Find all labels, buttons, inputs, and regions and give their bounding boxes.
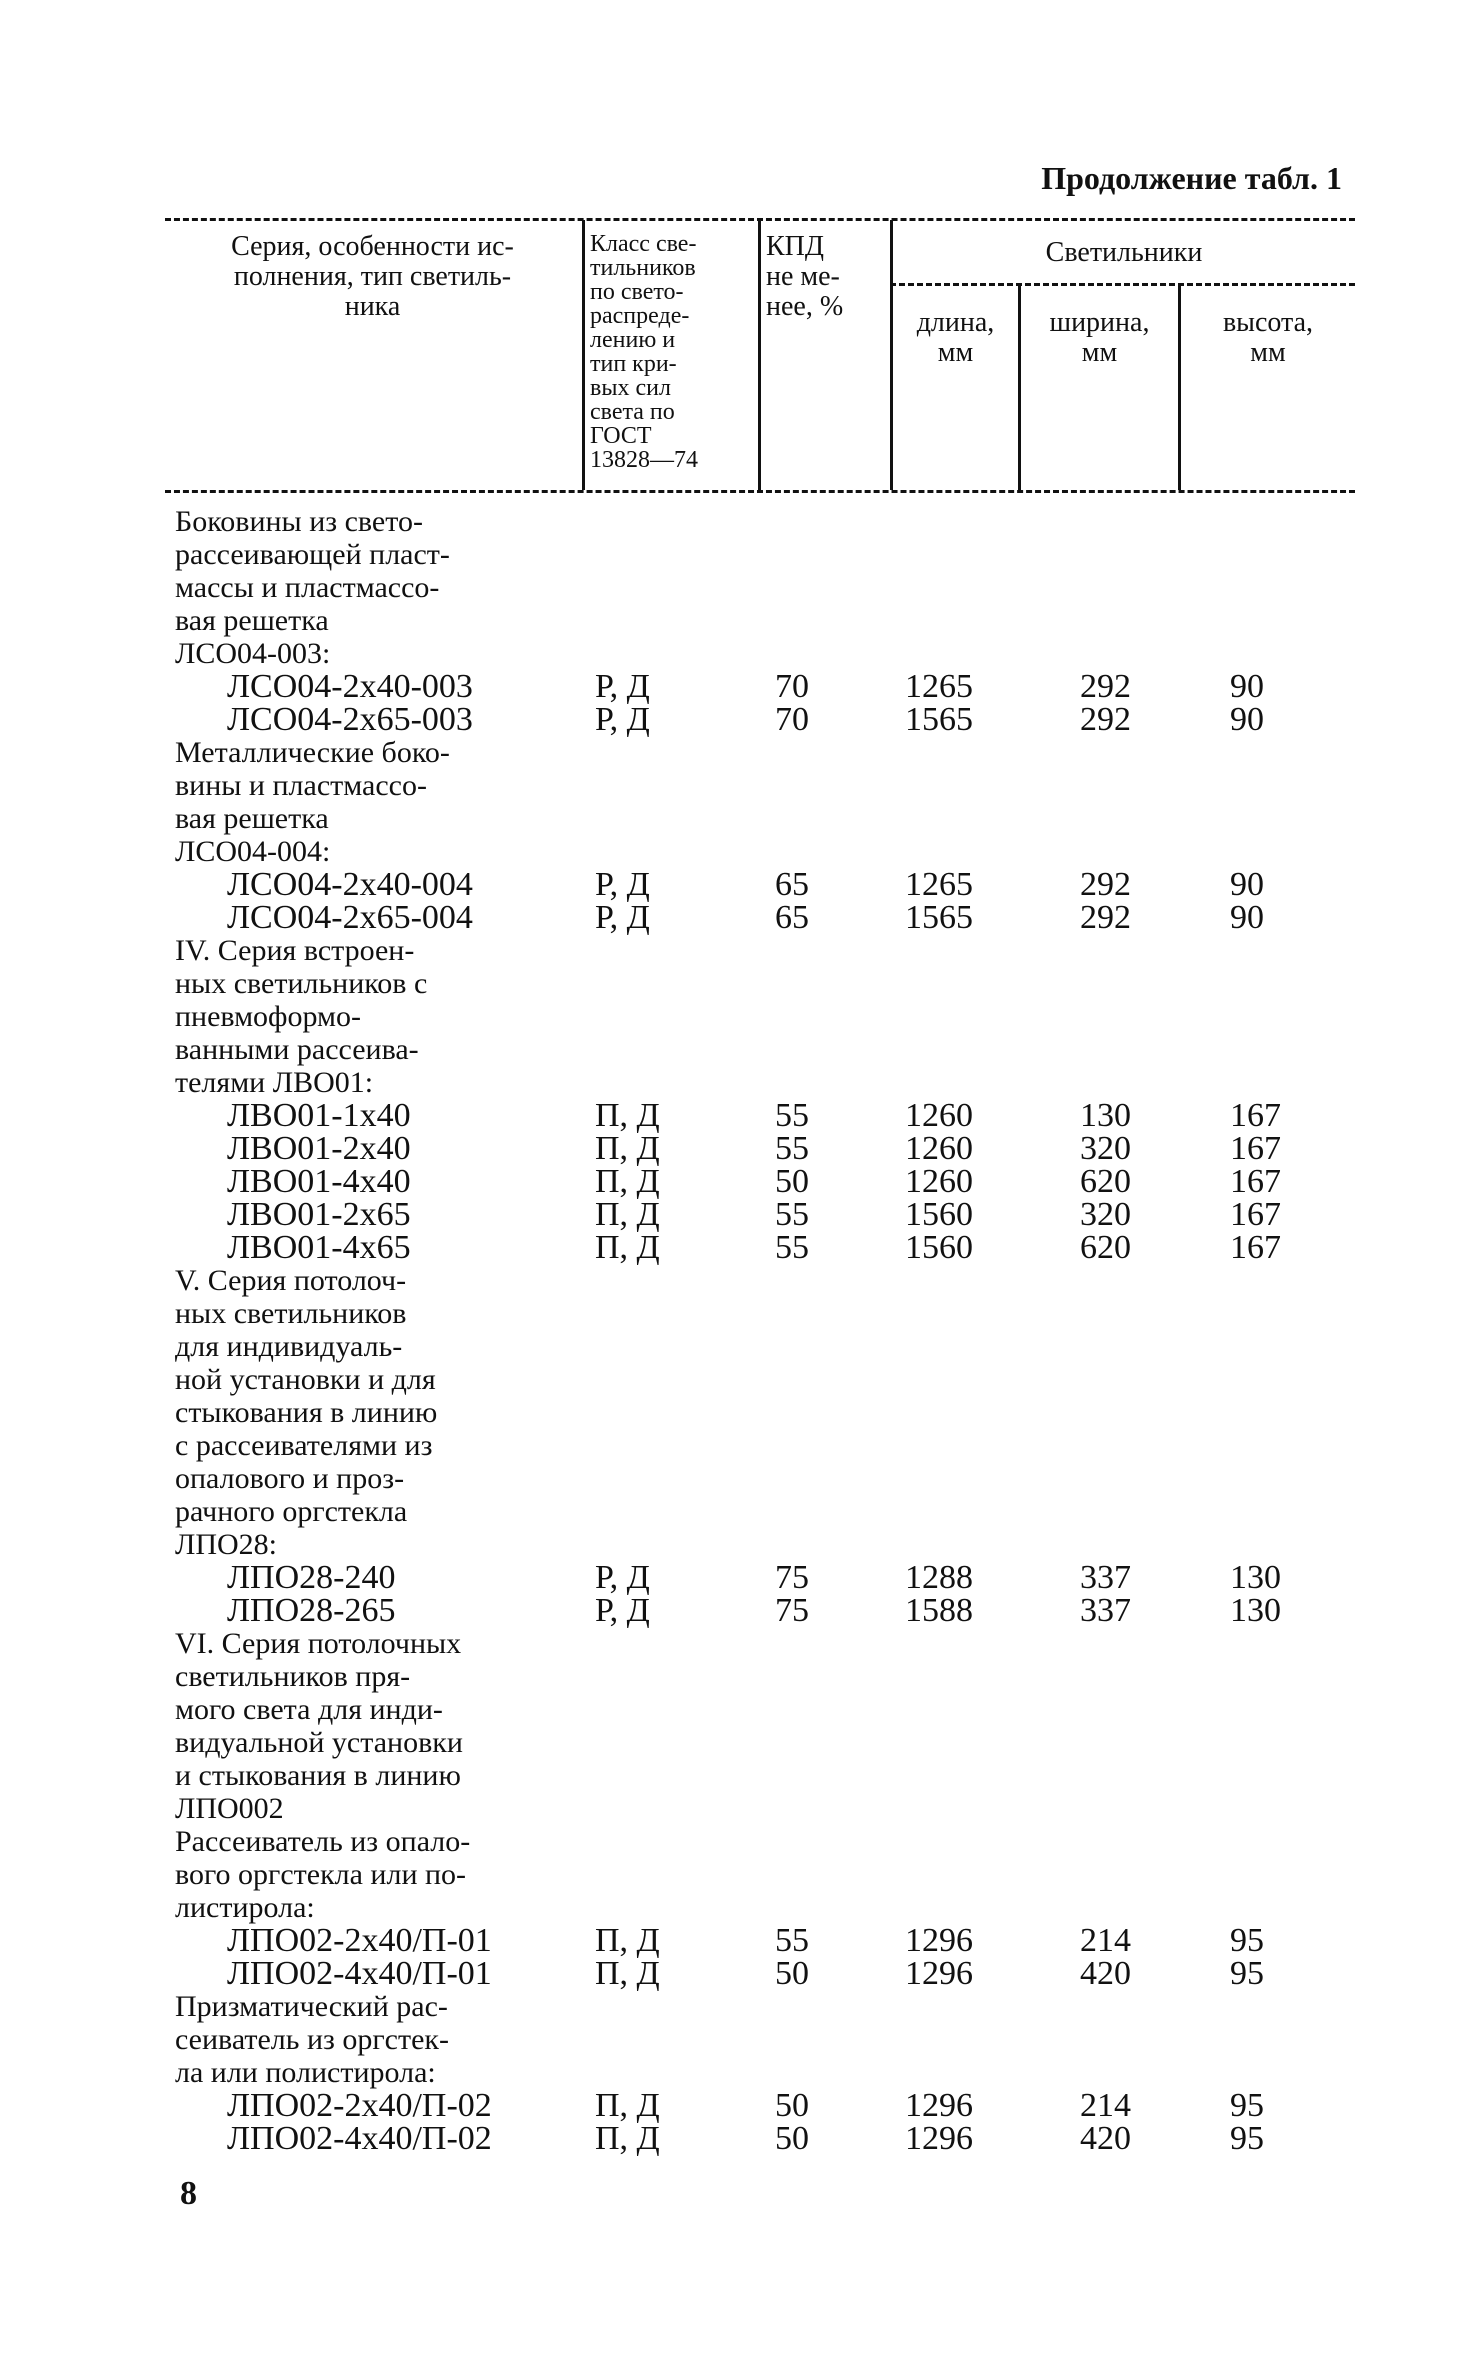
luminaire-type-cell: ЛПО02-2х40/П-02: [227, 2087, 492, 2124]
width-cell: 620: [1080, 1163, 1131, 1200]
header-class: Класс све- тильников по свето- распреде- лению и тип кри- вых сил света по ГОСТ 13828—74: [590, 231, 698, 473]
width-cell: 214: [1080, 2087, 1131, 2124]
group-heading-row: [175, 769, 1355, 802]
group-heading-text: вая решетка: [175, 802, 329, 835]
luminaire-type-cell: ЛПО28-240: [227, 1559, 396, 1596]
group-heading-text: опалового и проз-: [175, 1462, 405, 1495]
group-heading-text: VI. Серия потолочных: [175, 1627, 462, 1660]
group-heading-row: [175, 1627, 1355, 1660]
table-row: [175, 670, 1355, 703]
group-heading-row: [175, 835, 1355, 868]
group-heading-row: [175, 1429, 1355, 1462]
luminaire-type-cell: ЛВО01-2х65: [227, 1196, 411, 1233]
group-heading-text: телями ЛВО01:: [175, 1066, 374, 1099]
length-cell: 1260: [905, 1130, 973, 1167]
table-row: [175, 703, 1355, 736]
header-height: высота, мм: [1222, 307, 1314, 368]
group-heading-text: ЛПО28:: [175, 1528, 278, 1561]
length-cell: 1296: [905, 2087, 973, 2124]
header-subrule: [890, 283, 1355, 286]
kpd-cell: 75: [775, 1559, 809, 1596]
group-heading-row: [175, 934, 1355, 967]
group-heading-text: ЛПО002: [175, 1792, 284, 1825]
class-cell: Р, Д: [595, 866, 650, 903]
height-cell: 95: [1230, 1922, 1264, 1959]
luminaire-type-cell: ЛСО04-2х65-003: [227, 701, 473, 738]
group-heading-row: [175, 1000, 1355, 1033]
group-heading-row: [175, 1891, 1355, 1924]
height-cell: 90: [1230, 668, 1264, 705]
group-heading-text: V. Серия потолоч-: [175, 1264, 407, 1297]
group-heading-row: [175, 1066, 1355, 1099]
group-heading-text: с рассеивателями из: [175, 1429, 433, 1462]
width-cell: 620: [1080, 1229, 1131, 1266]
group-heading-row: [175, 1693, 1355, 1726]
group-heading-row: [175, 538, 1355, 571]
header-width: ширина, мм: [1049, 307, 1150, 368]
length-cell: 1565: [905, 899, 973, 936]
kpd-cell: 70: [775, 701, 809, 738]
height-cell: 95: [1230, 2087, 1264, 2124]
table-row: [175, 1198, 1355, 1231]
kpd-cell: 55: [775, 1922, 809, 1959]
class-cell: П, Д: [595, 1922, 660, 1959]
height-cell: 130: [1230, 1559, 1281, 1596]
group-heading-text: рачного оргстекла: [175, 1495, 408, 1528]
width-cell: 320: [1080, 1130, 1131, 1167]
table-row: [175, 1165, 1355, 1198]
luminaire-type-cell: ЛВО01-4х40: [227, 1163, 411, 1200]
group-heading-text: светильников пря-: [175, 1660, 411, 1693]
group-heading-row: [175, 1495, 1355, 1528]
luminaire-type-cell: ЛПО02-4х40/П-01: [227, 1955, 492, 1992]
table-row: [175, 1132, 1355, 1165]
length-cell: 1296: [905, 1922, 973, 1959]
class-cell: П, Д: [595, 1955, 660, 1992]
group-heading-text: ных светильников с: [175, 967, 428, 1000]
group-heading-text: листирола:: [175, 1891, 315, 1924]
width-cell: 292: [1080, 866, 1131, 903]
length-cell: 1588: [905, 1592, 973, 1629]
luminaire-type-cell: ЛВО01-2х40: [227, 1130, 411, 1167]
group-heading-row: [175, 1396, 1355, 1429]
group-heading-text: массы и пластмассо-: [175, 571, 440, 604]
width-cell: 292: [1080, 701, 1131, 738]
length-cell: 1265: [905, 668, 973, 705]
width-cell: 337: [1080, 1559, 1131, 1596]
group-heading-row: [175, 2056, 1355, 2089]
length-cell: 1565: [905, 701, 973, 738]
group-heading-text: Металлические боко-: [175, 736, 450, 769]
group-heading-row: [175, 2023, 1355, 2056]
group-heading-text: пневмоформо-: [175, 1000, 362, 1033]
group-heading-row: [175, 1297, 1355, 1330]
height-cell: 167: [1230, 1097, 1281, 1134]
class-cell: П, Д: [595, 2087, 660, 2124]
width-cell: 320: [1080, 1196, 1131, 1233]
header-bottom-rule: [165, 490, 1355, 493]
group-heading-text: Рассеиватель из опало-: [175, 1825, 471, 1858]
kpd-cell: 75: [775, 1592, 809, 1629]
class-cell: Р, Д: [595, 668, 650, 705]
class-cell: Р, Д: [595, 1592, 650, 1629]
height-cell: 95: [1230, 1955, 1264, 1992]
page-number: 8: [180, 2175, 197, 2212]
height-cell: 167: [1230, 1130, 1281, 1167]
length-cell: 1260: [905, 1163, 973, 1200]
height-cell: 90: [1230, 899, 1264, 936]
table-row: [175, 1594, 1355, 1627]
group-heading-row: [175, 1330, 1355, 1363]
luminaire-type-cell: ЛСО04-2х40-003: [227, 668, 473, 705]
group-heading-text: ной установки и для: [175, 1363, 436, 1396]
group-heading-row: [175, 1858, 1355, 1891]
kpd-cell: 50: [775, 2120, 809, 2157]
group-heading-row: [175, 967, 1355, 1000]
group-heading-text: вины и пластмассо-: [175, 769, 427, 802]
group-heading-text: сеиватель из оргстек-: [175, 2023, 449, 2056]
col-separator-2: [758, 220, 761, 490]
table-row: [175, 1561, 1355, 1594]
height-cell: 90: [1230, 701, 1264, 738]
group-heading-row: [175, 1990, 1355, 2023]
kpd-cell: 55: [775, 1196, 809, 1233]
table-row: [175, 868, 1355, 901]
group-heading-text: рассеивающей пласт-: [175, 538, 450, 571]
height-cell: 167: [1230, 1163, 1281, 1200]
group-heading-row: [175, 505, 1355, 538]
length-cell: 1288: [905, 1559, 973, 1596]
group-heading-text: IV. Серия встроен-: [175, 934, 415, 967]
length-cell: 1560: [905, 1196, 973, 1233]
luminaire-type-cell: ЛПО02-4х40/П-02: [227, 2120, 492, 2157]
group-heading-row: [175, 1759, 1355, 1792]
group-heading-row: [175, 1363, 1355, 1396]
width-cell: 214: [1080, 1922, 1131, 1959]
group-heading-row: [175, 736, 1355, 769]
class-cell: П, Д: [595, 1196, 660, 1233]
group-heading-text: вая решетка: [175, 604, 329, 637]
luminaire-type-cell: ЛПО02-2х40/П-01: [227, 1922, 492, 1959]
group-heading-row: [175, 571, 1355, 604]
luminaire-type-cell: ЛСО04-2х65-004: [227, 899, 473, 936]
group-heading-text: мого света для инди-: [175, 1693, 443, 1726]
group-heading-text: Призматический рас-: [175, 1990, 448, 2023]
width-cell: 130: [1080, 1097, 1131, 1134]
group-heading-row: [175, 1792, 1355, 1825]
kpd-cell: 50: [775, 2087, 809, 2124]
kpd-cell: 50: [775, 1955, 809, 1992]
class-cell: П, Д: [595, 1097, 660, 1134]
height-cell: 130: [1230, 1592, 1281, 1629]
header-length: длина, мм: [916, 307, 995, 368]
class-cell: П, Д: [595, 1163, 660, 1200]
height-cell: 167: [1230, 1229, 1281, 1266]
width-cell: 337: [1080, 1592, 1131, 1629]
group-heading-text: ЛСО04-003:: [175, 637, 331, 670]
table-row: [175, 1099, 1355, 1132]
length-cell: 1296: [905, 1955, 973, 1992]
table-row: [175, 1231, 1355, 1264]
group-heading-text: и стыкования в линию: [175, 1759, 461, 1792]
luminaire-type-cell: ЛПО28-265: [227, 1592, 396, 1629]
class-cell: Р, Д: [595, 899, 650, 936]
class-cell: П, Д: [595, 1130, 660, 1167]
col-separator-1: [582, 220, 585, 490]
height-cell: 90: [1230, 866, 1264, 903]
group-heading-text: ла или полистирола:: [175, 2056, 436, 2089]
length-cell: 1265: [905, 866, 973, 903]
table-row: [175, 1924, 1355, 1957]
group-heading-row: [175, 1462, 1355, 1495]
kpd-cell: 55: [775, 1130, 809, 1167]
table-row: [175, 2122, 1355, 2155]
class-cell: П, Д: [595, 2120, 660, 2157]
kpd-cell: 65: [775, 866, 809, 903]
group-heading-text: для индивидуаль-: [175, 1330, 403, 1363]
group-heading-row: [175, 1825, 1355, 1858]
group-heading-row: [175, 637, 1355, 670]
group-heading-row: [175, 802, 1355, 835]
group-heading-text: ных светильников: [175, 1297, 407, 1330]
length-cell: 1260: [905, 1097, 973, 1134]
group-heading-row: [175, 1528, 1355, 1561]
group-heading-row: [175, 604, 1355, 637]
length-cell: 1560: [905, 1229, 973, 1266]
length-cell: 1296: [905, 2120, 973, 2157]
group-heading-text: Боковины из свето-: [175, 505, 423, 538]
kpd-cell: 70: [775, 668, 809, 705]
width-cell: 292: [1080, 899, 1131, 936]
luminaire-type-cell: ЛСО04-2х40-004: [227, 866, 473, 903]
header-kpd: КПД не ме- нее, %: [766, 231, 844, 322]
table-row: [175, 1957, 1355, 1990]
table-row: [175, 901, 1355, 934]
group-heading-row: [175, 1660, 1355, 1693]
header-series: Серия, особенности ис- полнения, тип светиль- ника: [231, 231, 514, 322]
group-heading-text: вого оргстекла или по-: [175, 1858, 467, 1891]
height-cell: 167: [1230, 1196, 1281, 1233]
group-heading-text: ЛСО04-004:: [175, 835, 331, 868]
class-cell: Р, Д: [595, 1559, 650, 1596]
kpd-cell: 55: [775, 1097, 809, 1134]
luminaire-type-cell: ЛВО01-4х65: [227, 1229, 411, 1266]
class-cell: Р, Д: [595, 701, 650, 738]
height-cell: 95: [1230, 2120, 1264, 2157]
kpd-cell: 65: [775, 899, 809, 936]
width-cell: 420: [1080, 2120, 1131, 2157]
width-cell: 292: [1080, 668, 1131, 705]
luminaire-type-cell: ЛВО01-1х40: [227, 1097, 411, 1134]
group-heading-text: видуальной установки: [175, 1726, 463, 1759]
class-cell: П, Д: [595, 1229, 660, 1266]
group-heading-text: стыкования в линию: [175, 1396, 438, 1429]
width-cell: 420: [1080, 1955, 1131, 1992]
table-caption: Продолжение табл. 1: [1041, 160, 1342, 196]
kpd-cell: 50: [775, 1163, 809, 1200]
group-heading-row: [175, 1033, 1355, 1066]
kpd-cell: 55: [775, 1229, 809, 1266]
header-group-title: Светильники: [1045, 237, 1203, 268]
table-body: [175, 505, 1355, 2155]
group-heading-row: [175, 1726, 1355, 1759]
table-row: [175, 2089, 1355, 2122]
group-heading-row: [175, 1264, 1355, 1297]
group-heading-text: ванными рассеива-: [175, 1033, 419, 1066]
